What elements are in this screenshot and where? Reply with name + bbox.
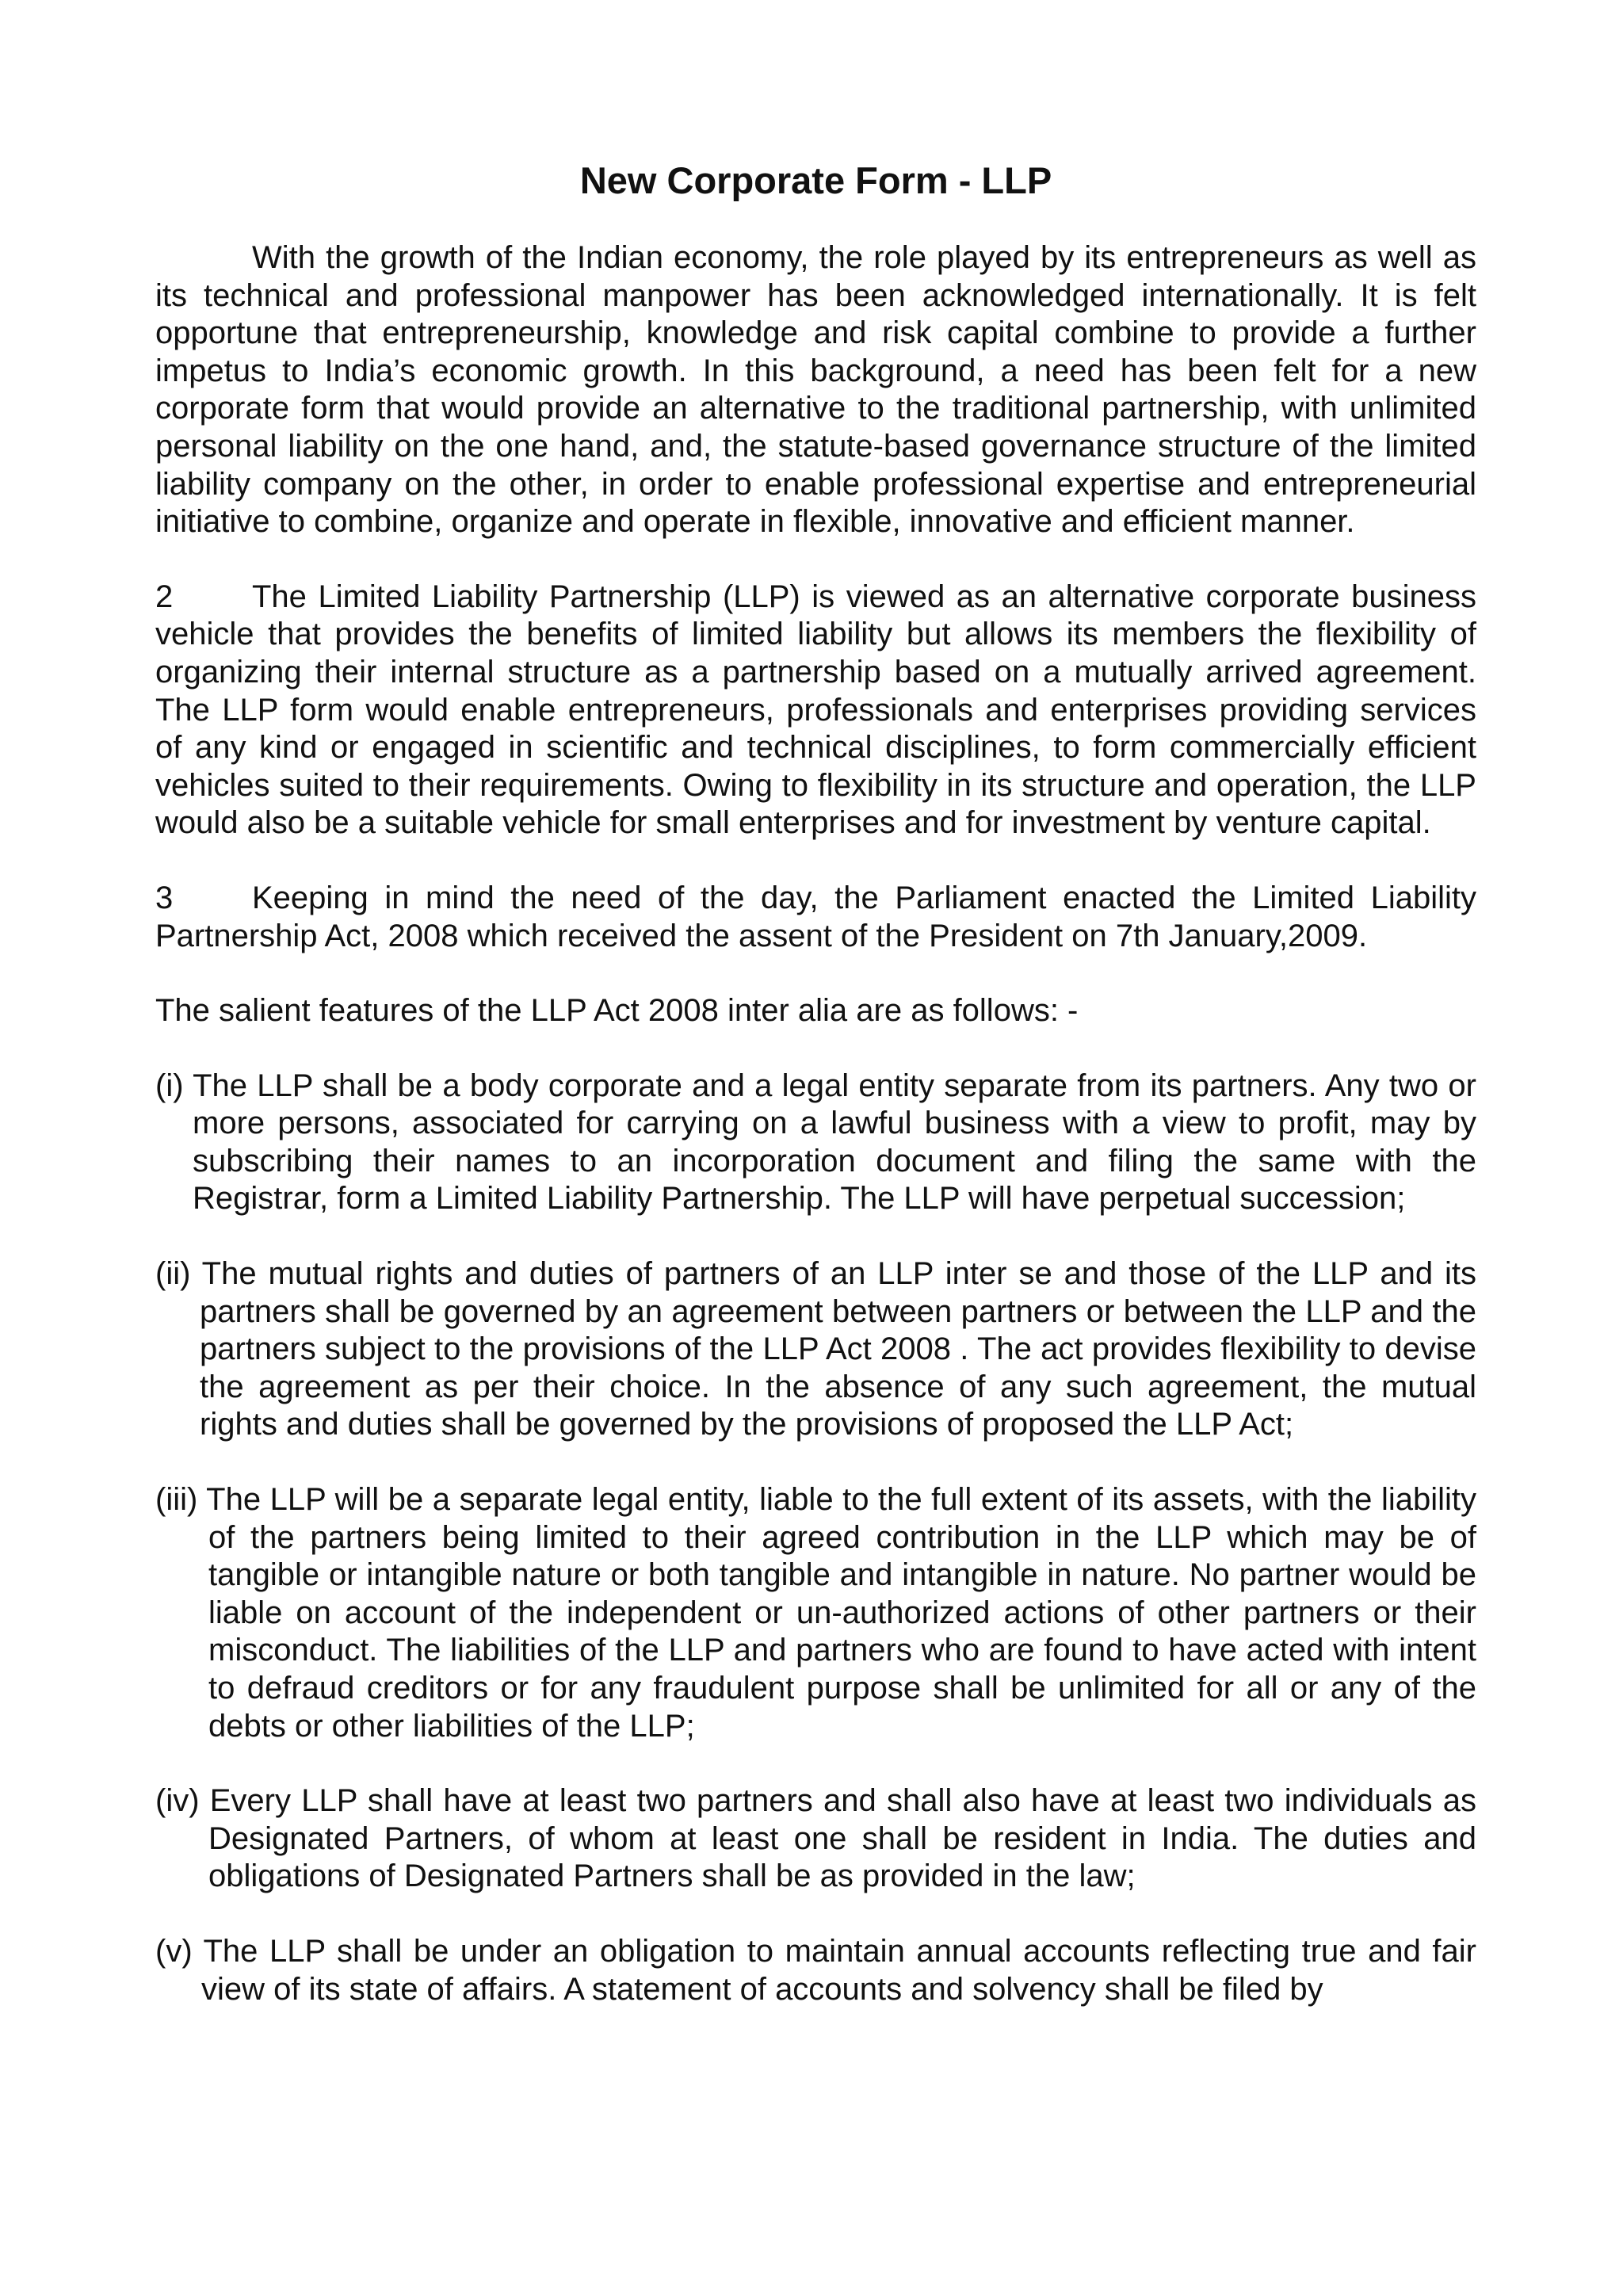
feature-text: The LLP shall be a body corporate and a legal entity separate from its partners. Any two or more persons, associated for carrying on a lawful business with a view to profit, may by subscribing their names to an incorporation document and filing the same with the Registrar, form a Limited Liability Partnership. The LLP will have perpetual succession; bbox=[193, 1068, 1476, 1217]
salient-features-intro: The salient features of the LLP Act 2008 inter alia are as follows: - bbox=[155, 993, 1079, 1029]
intro-paragraph: With the growth of the Indian economy, the role played by its entrepreneurs as well as its technical and professional manpower has been acknowledged internationally. It is felt opportune that entrepreneurship, knowledge and risk capital combine to provide a further impetus to India’s economic growth. In this background, a need has been felt for a new corporate form that would provide an alternative to the traditional partnership, with unlimited personal liability on the one hand, and, the statute-based governance structure of the limited liability company on the other, in order to enable professional expertise and entrepreneurial initiative to combine, organize and operate in flexible, innovative and efficient manner. bbox=[155, 240, 1476, 540]
feature-marker: (iii) bbox=[155, 1482, 198, 1518]
feature-marker: (v) bbox=[155, 1933, 193, 1969]
paragraph-2 bbox=[155, 579, 1476, 842]
paragraph-number: 3 bbox=[155, 880, 174, 915]
feature-item bbox=[155, 1068, 1476, 1218]
page-title: New Corporate Form - LLP bbox=[579, 159, 1052, 201]
feature-text: The mutual rights and duties of partners of an LLP inter se and those of the LLP and its partners shall be governed by an agreement between partners or between the LLP and the partners subject to the provisions of the LLP Act 2008 . The act provides flexibility to devise the agreement as per their choice. In the absence of any such agreement, the mutual rights and duties shall be governed by the provisions of proposed the LLP Act; bbox=[200, 1256, 1476, 1442]
feature-text: The LLP will be a separate legal entity, liable to the full extent of its assets, with the liability of the partners being limited to their agreed contribution in the LLP which may be of tangible or intangible nature or both tangible and intangible in nature. No partner would be liable on account of the independent or un-authorized actions of other partners or their misconduct. The liabilities of the LLP and partners who are found to have acted with intent to defraud creditors or for any fraudulent purpose shall be unlimited for all or any of the debts or other liabilities of the LLP; bbox=[206, 1482, 1477, 1744]
feature-text: Every LLP shall have at least two partners and shall also have at least two individuals as Designated Partners, of whom at least one shall be resident in India. The duties and obligations of Designated Partners shall be as provided in the law; bbox=[208, 1783, 1476, 1894]
paragraph-3 bbox=[155, 880, 1476, 955]
paragraph-number: 2 bbox=[155, 579, 174, 614]
feature-marker: (iv) bbox=[155, 1783, 200, 1819]
paragraph-text: The Limited Liability Partnership (LLP) is viewed as an alternative corporate business vehicle that provides the benefits of limited liability but allows its members the flexibility of organizing their internal structure as a partnership based on a mutually arrived agreement. The LLP form would enable entrepreneurs, professionals and enterprises providing services of any kind or engaged in scientific and technical disciplines, to form commercially efficient vehicles suited to their requirements. Owing to flexibility in its structure and operation, the LLP would also be a suitable vehicle for small enterprises and for investment by venture capital. bbox=[155, 579, 1476, 841]
feature-text: The LLP shall be under an obligation to maintain annual accounts reflecting true and fair view of its state of affairs. A statement of accounts and solvency shall be filed by bbox=[201, 1933, 1476, 2007]
feature-marker: (i) bbox=[155, 1068, 184, 1103]
paragraph-text: Keeping in mind the need of the day, the Parliament enacted the Limited Liability Partnership Act, 2008 which received the assent of the President on 7th January,2009. bbox=[155, 880, 1476, 953]
feature-item bbox=[155, 1255, 1476, 1444]
feature-item bbox=[155, 1782, 1476, 1896]
document-page bbox=[155, 159, 1476, 2008]
feature-marker: (ii) bbox=[155, 1256, 191, 1292]
feature-item bbox=[155, 1481, 1476, 1745]
feature-item bbox=[155, 1933, 1476, 2008]
